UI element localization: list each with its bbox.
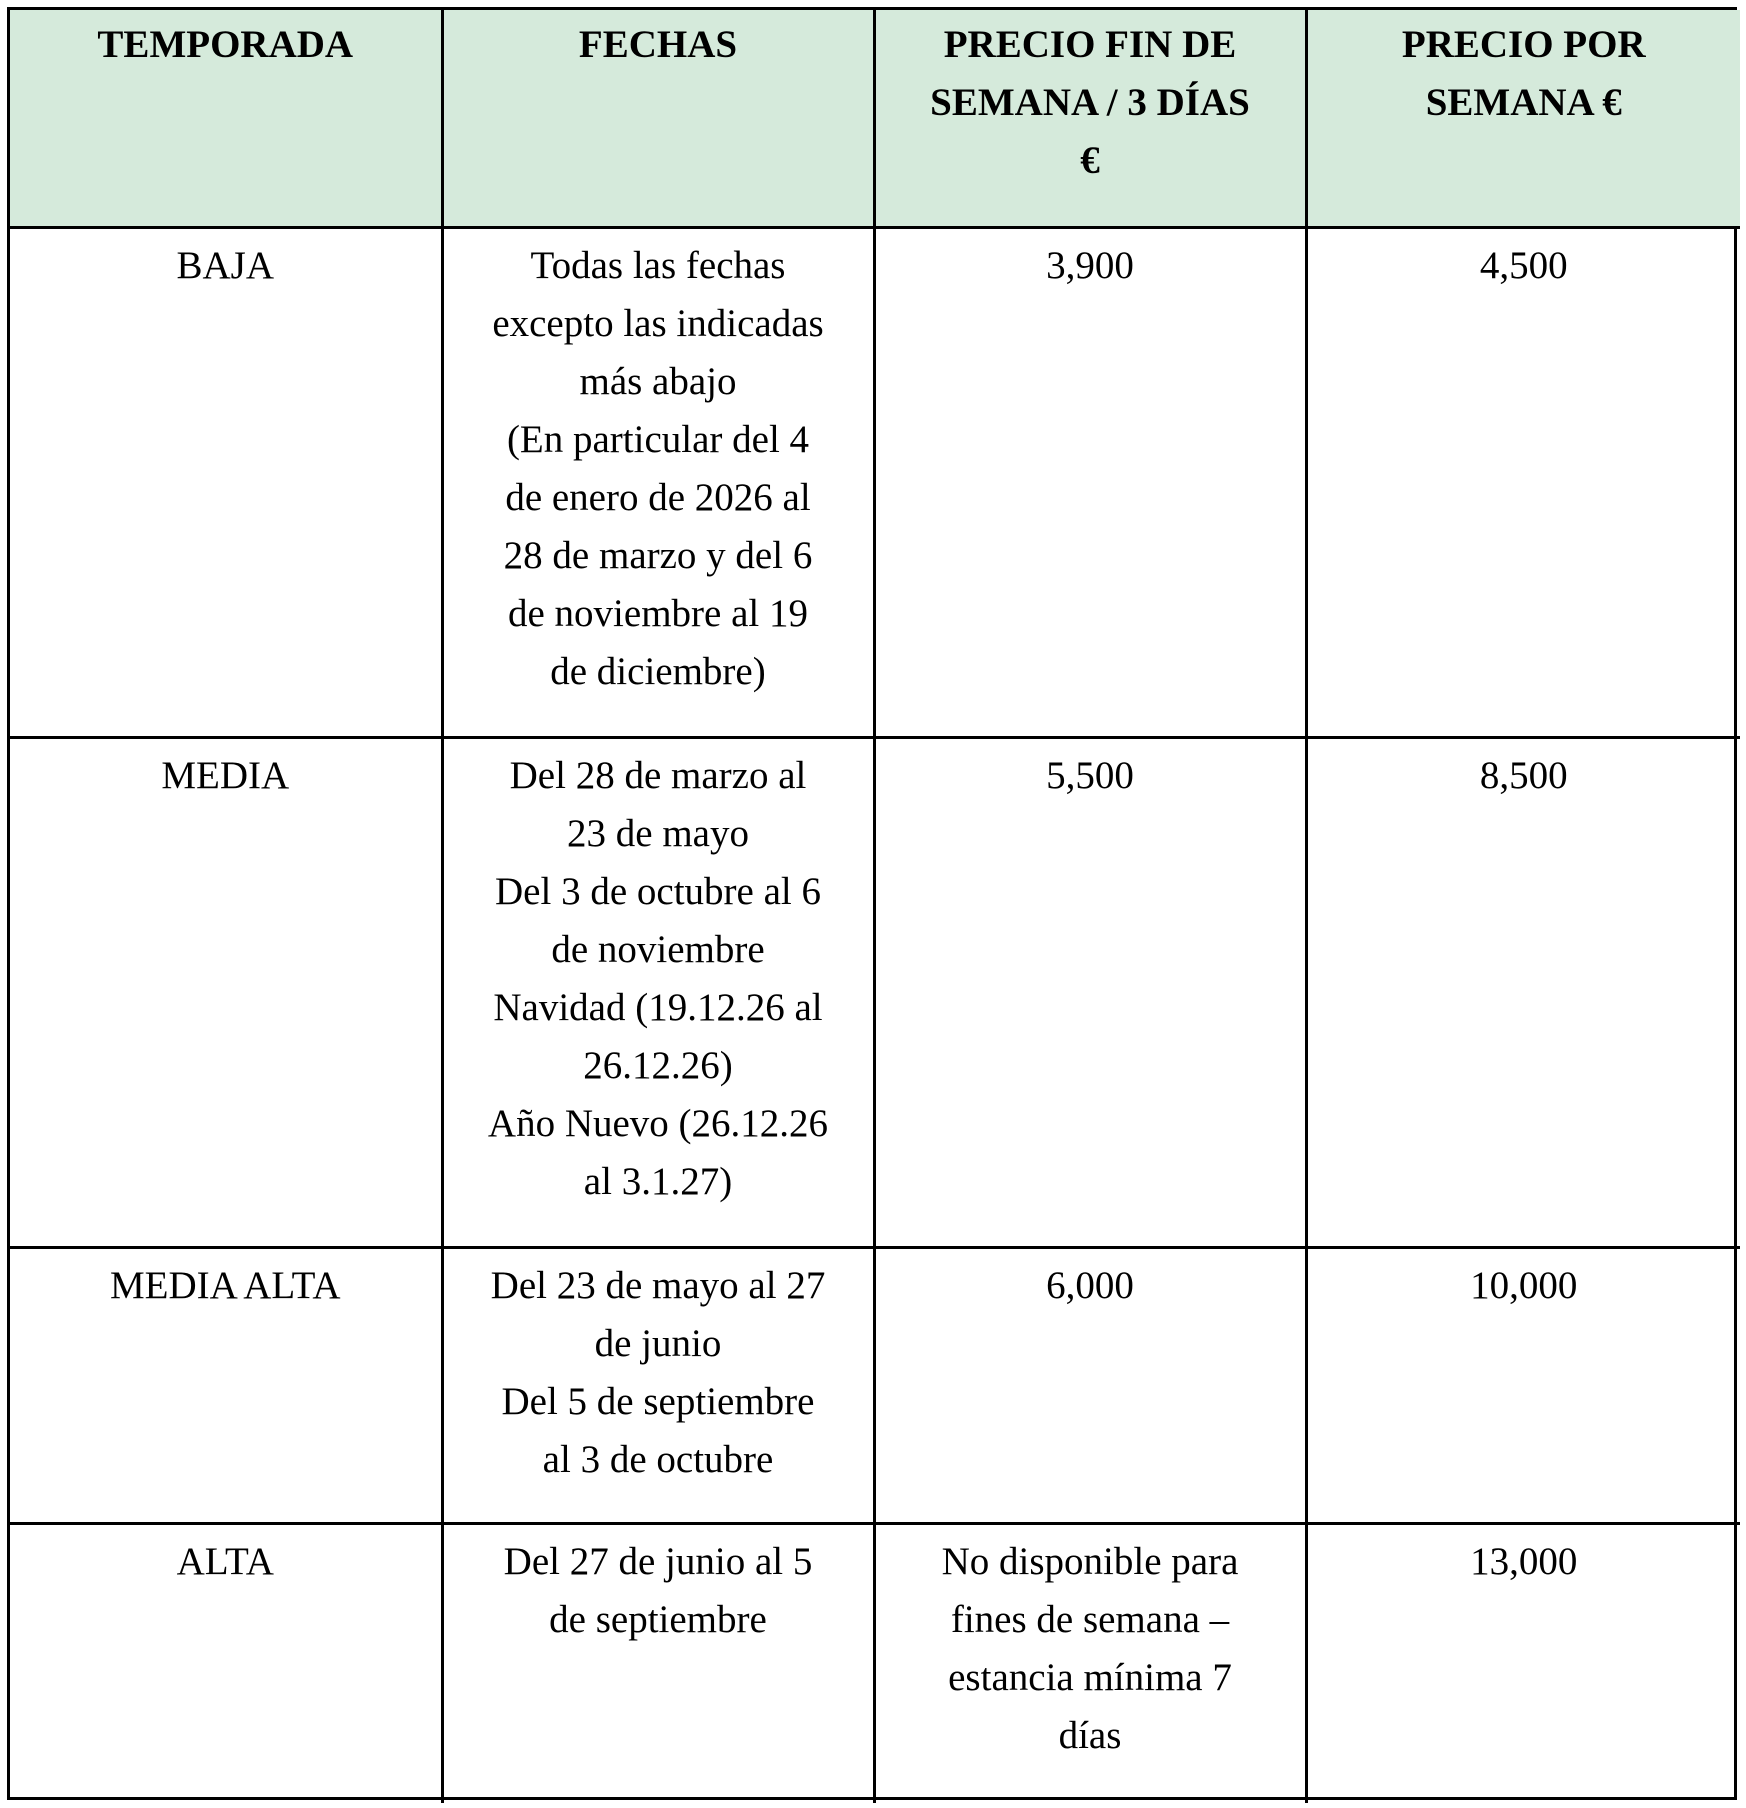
cell-temporada xyxy=(10,227,442,737)
fechas-line: Del 27 de junio al 5 xyxy=(503,1539,813,1583)
fechas-line: de noviembre xyxy=(551,927,765,971)
temporada-text: MEDIA ALTA xyxy=(109,1263,341,1307)
rates-document xyxy=(7,7,1737,1800)
fechas-line: Del 3 de octubre al 6 xyxy=(495,869,821,913)
header-precio-fin-semana xyxy=(874,10,1306,227)
fechas-line: Del 23 de mayo al 27 xyxy=(490,1263,826,1307)
fechas-line: 26.12.26) xyxy=(583,1043,733,1087)
fechas-line: Navidad (19.12.26 al xyxy=(493,985,823,1029)
season-rates-table xyxy=(10,10,1740,1803)
cell-precio-semana xyxy=(1306,1247,1740,1523)
cell-fechas xyxy=(442,737,874,1247)
cell-precio-semana xyxy=(1306,227,1740,737)
fechas-line: Del 28 de marzo al xyxy=(509,753,807,797)
cell-temporada xyxy=(10,737,442,1247)
header-precio-fin-semana-line: PRECIO FIN DE xyxy=(943,23,1237,66)
table-row xyxy=(10,1247,1740,1523)
header-precio-semana-line: SEMANA € xyxy=(1425,81,1622,124)
fechas-line: al 3.1.27) xyxy=(583,1159,733,1203)
table-row xyxy=(10,1523,1740,1803)
precio-semana-text: 13,000 xyxy=(1470,1539,1578,1583)
cell-temporada xyxy=(10,1247,442,1523)
temporada-text: MEDIA xyxy=(161,753,290,797)
header-precio-fin-semana-line: SEMANA / 3 DÍAS xyxy=(930,81,1250,124)
precio-semana-text: 10,000 xyxy=(1470,1263,1578,1307)
cell-precio-fin-semana xyxy=(874,227,1306,737)
fechas-line: de enero de 2026 al xyxy=(505,475,811,519)
header-temporada-text: TEMPORADA xyxy=(97,23,354,66)
precio-fin-semana-text: 6,000 xyxy=(1046,1263,1134,1307)
precio-fin-semana-line: días xyxy=(1058,1713,1122,1757)
fechas-line: más abajo xyxy=(579,359,737,403)
header-temporada xyxy=(10,10,442,227)
table-row xyxy=(10,737,1740,1247)
cell-precio-fin-semana xyxy=(874,1523,1306,1803)
precio-fin-semana-line: No disponible para xyxy=(941,1539,1239,1583)
header-precio-semana-line: PRECIO POR xyxy=(1401,23,1646,66)
cell-fechas xyxy=(442,1247,874,1523)
precio-fin-semana-text: 3,900 xyxy=(1046,243,1134,287)
cell-precio-fin-semana xyxy=(874,737,1306,1247)
cell-precio-fin-semana xyxy=(874,1247,1306,1523)
table-header-row xyxy=(10,10,1740,227)
header-precio-fin-semana-line: € xyxy=(1080,139,1100,182)
fechas-line: 23 de mayo xyxy=(567,811,749,855)
precio-fin-semana-text: 5,500 xyxy=(1046,753,1134,797)
fechas-line: de junio xyxy=(594,1321,722,1365)
cell-precio-semana xyxy=(1306,1523,1740,1803)
temporada-text: BAJA xyxy=(176,243,275,287)
fechas-line: al 3 de octubre xyxy=(542,1437,774,1481)
fechas-line: Del 5 de septiembre xyxy=(501,1379,815,1423)
fechas-line: de diciembre) xyxy=(550,649,766,693)
precio-fin-semana-line: estancia mínima 7 xyxy=(948,1655,1232,1699)
cell-fechas xyxy=(442,227,874,737)
fechas-line: Todas las fechas xyxy=(530,243,786,287)
fechas-line: (En particular del 4 xyxy=(506,417,810,461)
precio-semana-text: 4,500 xyxy=(1479,243,1568,287)
cell-temporada xyxy=(10,1523,442,1803)
fechas-line: Año Nuevo (26.12.26 xyxy=(487,1101,829,1145)
cell-fechas xyxy=(442,1523,874,1803)
header-fechas-text: FECHAS xyxy=(578,23,738,66)
temporada-text: ALTA xyxy=(176,1539,274,1583)
cell-precio-semana xyxy=(1306,737,1740,1247)
fechas-line: excepto las indicadas xyxy=(492,301,824,345)
header-fechas xyxy=(442,10,874,227)
table-row xyxy=(10,227,1740,737)
header-precio-semana xyxy=(1306,10,1740,227)
precio-semana-text: 8,500 xyxy=(1479,753,1568,797)
precio-fin-semana-line: fines de semana – xyxy=(950,1597,1230,1641)
fechas-line: de septiembre xyxy=(549,1597,767,1641)
fechas-line: 28 de marzo y del 6 xyxy=(503,533,813,577)
fechas-line: de noviembre al 19 xyxy=(508,591,808,635)
